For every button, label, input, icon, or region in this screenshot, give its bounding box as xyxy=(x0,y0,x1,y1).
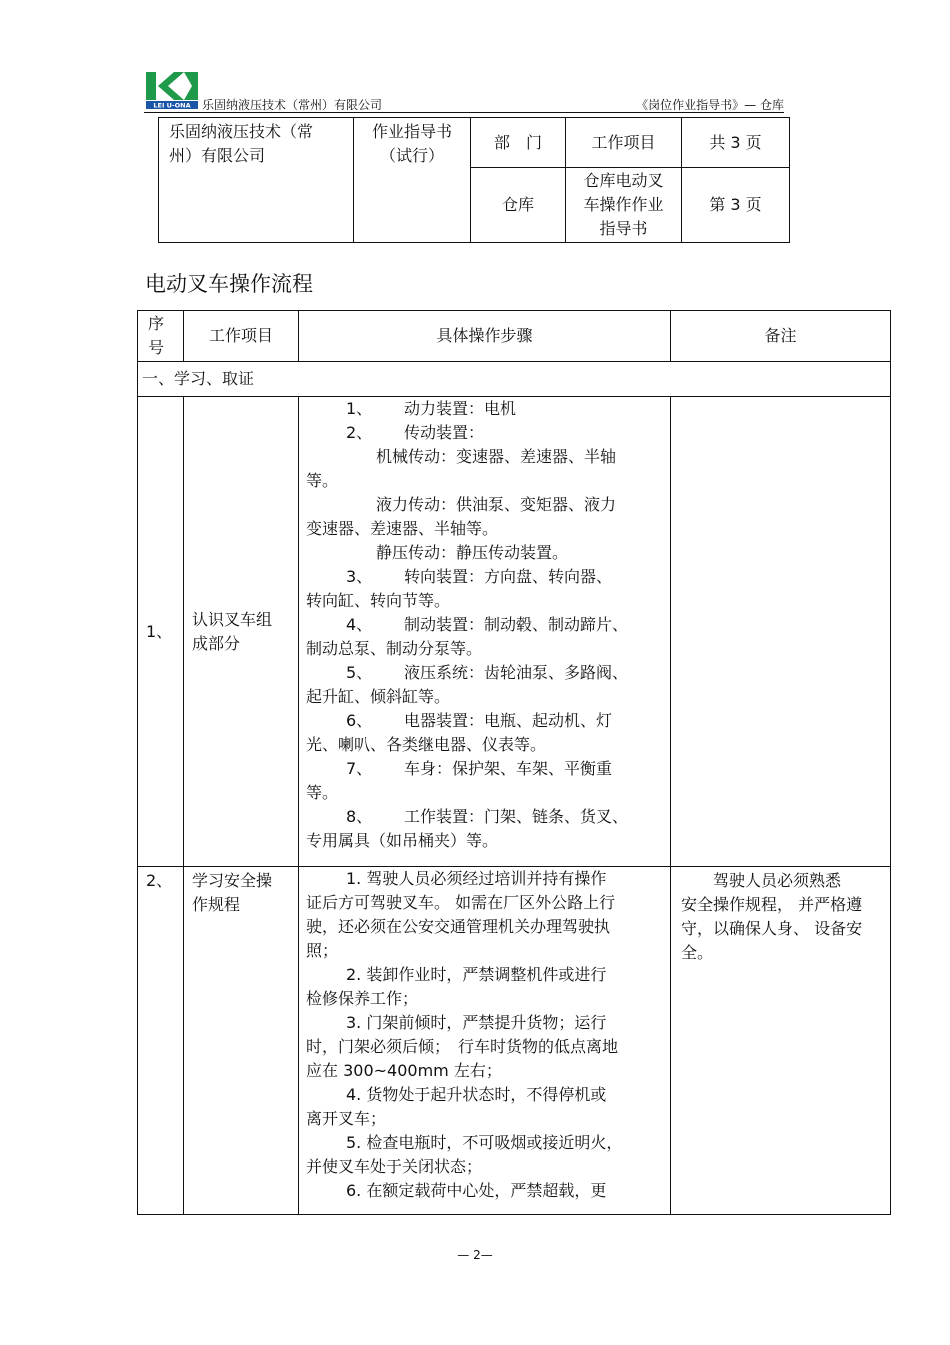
page-number: — 2— xyxy=(457,1248,493,1262)
info-dept-label: 部 门 xyxy=(471,118,566,168)
row-1-item: 认识叉车组 成部分 xyxy=(184,397,299,867)
row-1-number: 1、 xyxy=(138,397,184,867)
table-row xyxy=(138,867,891,1215)
header-seq: 序 号 xyxy=(138,311,184,362)
company-logo xyxy=(144,70,200,110)
document-info-table xyxy=(158,117,790,243)
header-rule xyxy=(144,112,784,113)
info-work-item-value: 仓库电动叉 车操作作业 指导书 xyxy=(566,168,682,243)
page-header xyxy=(144,70,784,114)
header-steps: 具体操作步骤 xyxy=(299,311,671,362)
info-total-pages: 共 3 页 xyxy=(682,118,790,168)
info-company: 乐固纳液压技术（常 州）有限公司 xyxy=(159,118,354,243)
row-2-remark: 驾驶人员必须熟悉 安全操作规程， 并严格遵 守，以确保人身、 设备安 全。 xyxy=(671,867,891,1215)
table-row xyxy=(138,397,891,867)
section-row xyxy=(138,362,891,397)
row-2-steps: 1. 驾驶人员必须经过培训并持有操作 证后方可驾驶叉车。 如需在厂区外公路上行 驶，还必须在公安交通管理机关办理驾驶执 照； 2. 装卸作业时，严禁调整机件或进行 检修保养工作； 3. 门架前倾时，严禁提升货物；运行 时，门架必须后倾； 行车时货物的低点离地 应在 300~400mm 左右； 4. 货物处于起升状态时，不得停机或 离开叉车； 5. 检查电瓶时，不可吸烟或接近明火， 并使叉车处于关闭状态； 6. 在额定载荷中心处，严禁超载，更 xyxy=(299,867,671,1215)
section-1-label: 一、学习、取证 xyxy=(138,362,891,397)
info-doc-type: 作业指导书 （试行） xyxy=(354,118,471,243)
info-dept-value: 仓库 xyxy=(471,168,566,243)
row-1-steps: 1、 动力装置：电机 2、 传动装置： 机械传动：变速器、差速器、半轴 等。 液力传动：供油泵、变矩器、液力 变速器、差速器、半轴等。 静压传动：静压传动装置。 3、 转向装置：方向盘、转向器、 转向缸、转向节等。 4、 制动装置：制动毂、制动蹄片、 制动总泵、制动分泵等。 5、 液压系统：齿轮油泵、多路阀、 起升缸、倾斜缸等。 6、 电器装置：电瓶、起动机、灯 光、喇叭、各类继电器、仪表等。 7、 车身：保护架、车架、平衡重 等。 8、 工作装置：门架、链条、货叉、 专用属具（如吊桶夹）等。 xyxy=(299,397,671,867)
procedure-table xyxy=(137,310,891,1215)
info-work-item-label: 工作项目 xyxy=(566,118,682,168)
row-2-number: 2、 xyxy=(138,867,184,1215)
row-1-remark xyxy=(671,397,891,867)
header-item: 工作项目 xyxy=(184,311,299,362)
header-document-title: 《岗位作业指导书》— 仓库 xyxy=(636,98,784,112)
table-header-row xyxy=(138,311,891,362)
header-company-name: 乐固纳液压技术（常州）有限公司 xyxy=(202,98,383,112)
row-2-item: 学习安全操 作规程 xyxy=(184,867,299,1215)
header-remark: 备注 xyxy=(671,311,891,362)
section-title: 电动叉车操作流程 xyxy=(145,272,313,296)
logo-text: LEI U-ONA xyxy=(153,101,191,110)
info-current-page: 第 3 页 xyxy=(682,168,790,243)
